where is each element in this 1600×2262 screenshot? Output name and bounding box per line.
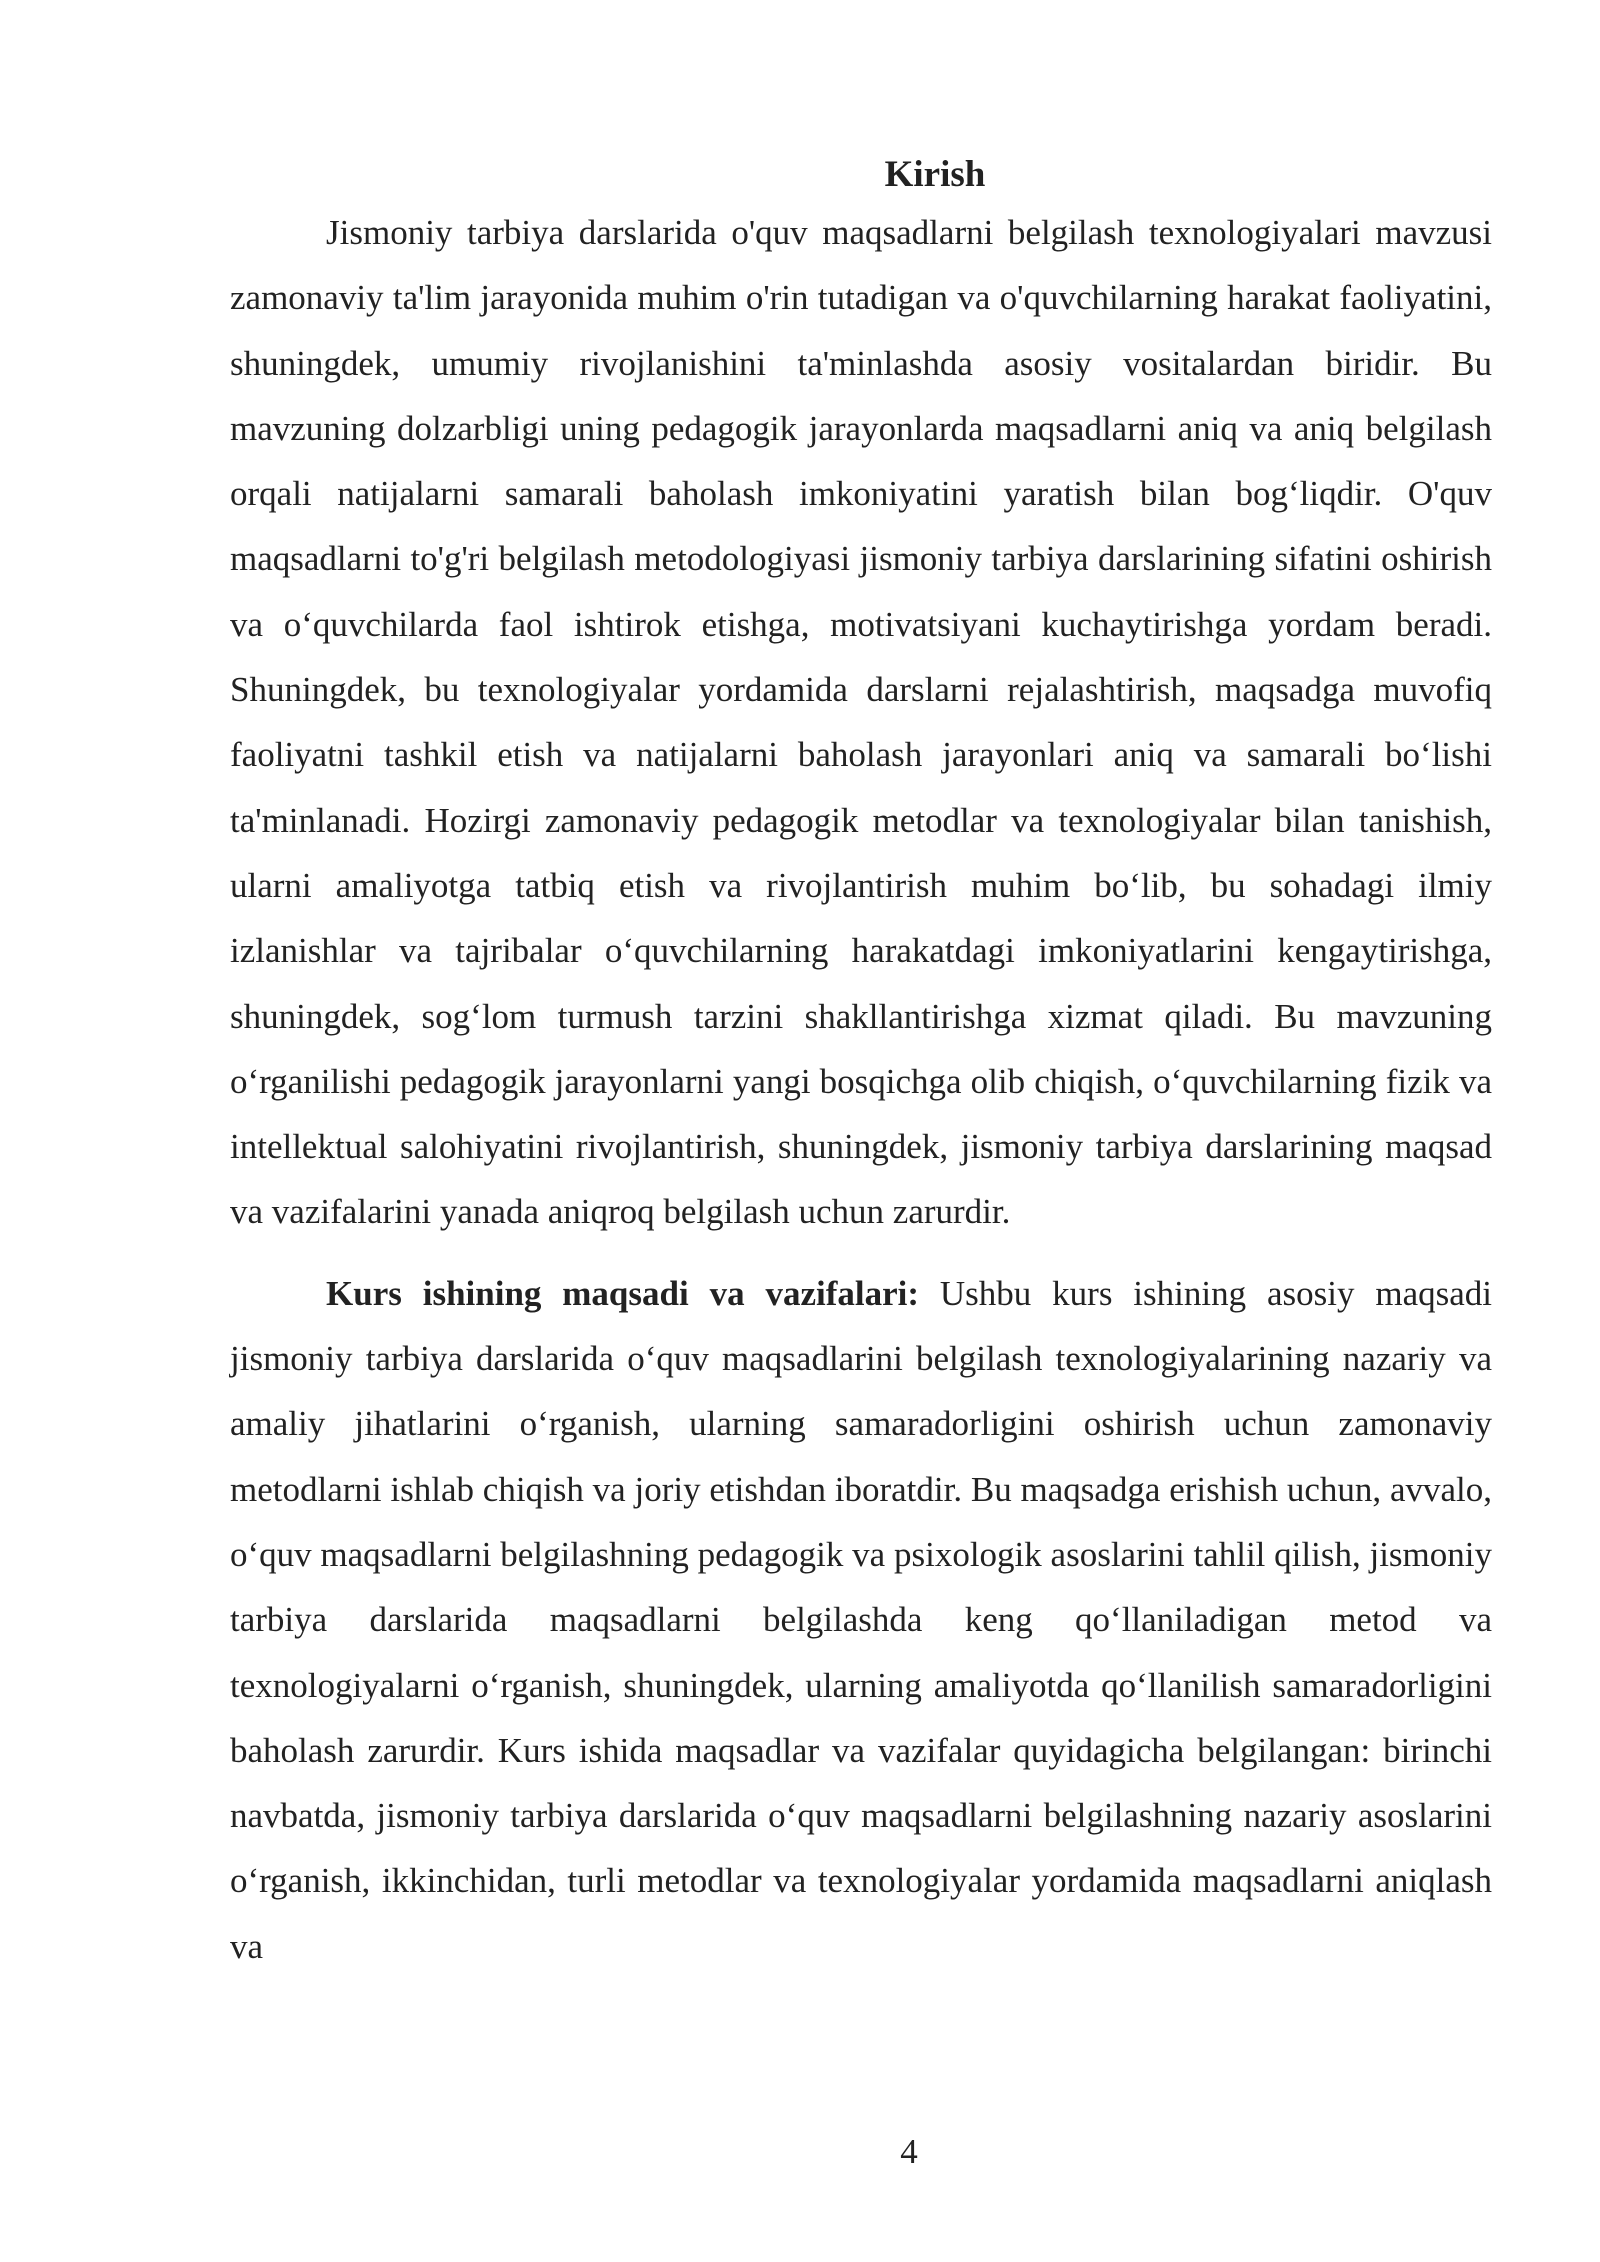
page-number: 4 xyxy=(900,2132,918,2171)
goals-paragraph-lead: Kurs ishining maqsadi va vazifalari: xyxy=(326,1273,920,1313)
page-content xyxy=(230,150,1492,1979)
introduction-paragraph: Jismoniy tarbiya darslarida o'quv maqsadlarni belgilash texnologiyalari mavzusi zamonaviy ta'lim jarayonida muhim o'rin tutadigan va o'quvchilarning harakat faoliyatini, shuningdek, umumiy rivojlanishini ta'minlashda asosiy vositalardan biridir. Bu mavzuning dolzarbligi uning pedagogik jarayonlarda maqsadlarni aniq va aniq belgilash orqali natijalarni samarali baholash imkoniyatini yaratish bilan bog‘liqdir. O'quv maqsadlarni to'g'ri belgilash metodologiyasi jismoniy tarbiya darslarining sifatini oshirish va o‘quvchilarda faol ishtirok etishga, motivatsiyani kuchaytirishga yordam beradi. Shuningdek, bu texnologiyalar yordamida darslarni rejalashtirish, maqsadga muvofiq faoliyatni tashkil etish va natijalarni baholash jarayonlari aniq va samarali bo‘lishi ta'minlanadi. Hozirgi zamonaviy pedagogik metodlar va texnologiyalar bilan tanishish, ularni amaliyotga tatbiq etish va rivojlantirish muhim bo‘lib, bu sohadagi ilmiy izlanishlar va tajribalar o‘quvchilarning harakatdagi imkoniyatlarini kengaytirishga, shuningdek, sog‘lom turmush tarzini shakllantirishga xizmat qiladi. Bu mavzuning o‘rganilishi pedagogik jarayonlarni yangi bosqichga olib chiqish, o‘quvchilarning fizik va intellektual salohiyatini rivojlantirish, shuningdek, jismoniy tarbiya darslarining maqsad va vazifalarini yanada aniqroq belgilash uchun zarurdir. xyxy=(230,213,1492,1232)
goals-paragraph xyxy=(230,1261,1492,1979)
goals-paragraph-body: Ushbu kurs ishining asosiy maqsadi jismoniy tarbiya darslarida o‘quv maqsadlarini belgilash texnologiyalarining nazariy va amaliy jihatlarini o‘rganish, ularning samaradorligini oshirish uchun zamonaviy metodlarni ishlab chiqish va joriy etishdan iboratdir. Bu maqsadga erishish uchun, avvalo, o‘quv maqsadlarni belgilashning pedagogik va psixologik asoslarini tahlil qilish, jismoniy tarbiya darslarida maqsadlarni belgilashda keng qo‘llaniladigan metod va texnologiyalarni o‘rganish, shuningdek, ularning amaliyotda qo‘llanilish samaradorligini baholash zarurdir. Kurs ishida maqsadlar va vazifalar quyidagicha belgilangan: birinchi navbatda, jismoniy tarbiya darslarida o‘quv maqsadlarni belgilashning nazariy asoslarini o‘rganish, ikkinchidan, turli metodlar va texnologiyalar yordamida maqsadlarni aniqlash va xyxy=(230,1273,1492,1966)
section-heading: Kirish xyxy=(884,154,986,195)
